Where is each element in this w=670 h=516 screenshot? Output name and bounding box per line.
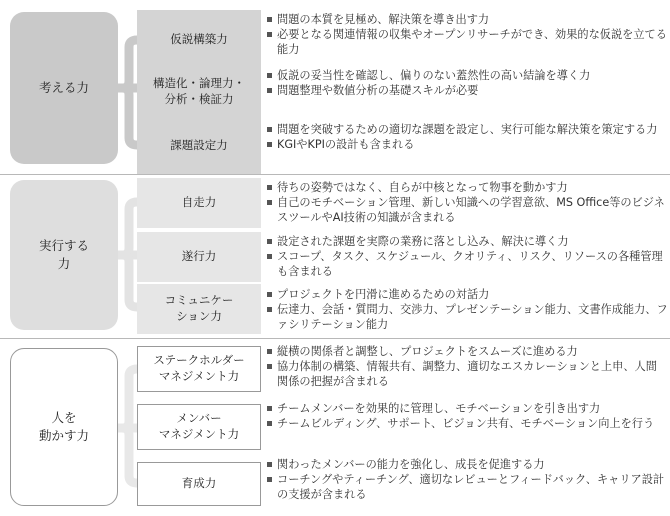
skill-development: 育成力	[137, 462, 261, 506]
bullet-item: 伝達力、会話・質問力、交渉力、プレゼンテーション能力、文書作成能力、ファシリテーション能力	[266, 302, 668, 332]
section-separator	[0, 174, 670, 175]
skill-communication-description	[266, 287, 668, 332]
skill-execution-description	[266, 234, 668, 279]
bullet-item: チームビルディング、サポート、ビジョン共有、モチベーション向上を行う	[266, 416, 668, 431]
category-move-people: 人を 動かす力	[10, 348, 118, 506]
skill-hypothesis-description	[266, 12, 668, 57]
skill-execution: 遂行力	[137, 232, 261, 282]
skill-structuring-description	[266, 68, 668, 98]
bullet-item: 自己のモチベーション管理、新しい知識への学習意欲、MS Office等のビジネスツールやAI技術の知識が含まれる	[266, 195, 668, 225]
bullet-item: 問題の本質を見極め、解決策を導き出す力	[266, 12, 668, 27]
bullet-item: 待ちの姿勢ではなく、自らが中核となって物事を動かす力	[266, 180, 668, 195]
bullet-item: コーチングやティーチング、適切なレビューとフィードバック、キャリア設計の支援が含まれる	[266, 472, 668, 502]
bullet-item: 仮説の妥当性を確認し、偏りのない蓋然性の高い結論を導く力	[266, 68, 668, 83]
skill-self-driven-description	[266, 180, 668, 225]
bullet-item: 設定された課題を実際の業務に落とし込み、解決に導く力	[266, 234, 668, 249]
category-think: 考える力	[10, 12, 118, 164]
bullet-item: 問題整理や数値分析の基礎スキルが必要	[266, 83, 668, 98]
bullet-item: 問題を突破するための適切な課題を設定し、実行可能な解決策を策定する力	[266, 122, 668, 137]
skill-stakeholder-management-description	[266, 344, 668, 389]
skill-issue-setting-description	[266, 122, 668, 152]
skill-member-management: メンバー マネジメント力	[137, 404, 261, 450]
bullet-item: スコープ、タスク、スケジュール、クオリティ、リスク、リソースの各種管理も含まれる	[266, 249, 668, 279]
skill-member-management-description	[266, 401, 668, 431]
bullet-item: チームメンバーを効果的に管理し、モチベーションを引き出す力	[266, 401, 668, 416]
category-execute: 実行する 力	[10, 180, 118, 330]
bullet-item: 協力体制の構築、情報共有、調整力、適切なエスカレーションと上申、人間関係の把握が含まれる	[266, 359, 668, 389]
skill-stakeholder-management: ステークホルダー マネジメント力	[137, 346, 261, 392]
skill-development-description	[266, 457, 668, 502]
skill-structuring: 構造化・論理力・ 分析・検証力	[137, 66, 261, 118]
bullet-item: 必要となる関連情報の収集やオープンリサーチができ、効果的な仮説を立てる能力	[266, 27, 668, 57]
skill-hypothesis: 仮説構築力	[137, 10, 261, 70]
skill-communication: コミュニケー ション力	[137, 284, 261, 334]
section-separator	[0, 338, 670, 339]
bullet-item: プロジェクトを円滑に進めるための対話力	[266, 287, 668, 302]
skill-self-driven: 自走力	[137, 178, 261, 228]
bullet-item: KGIやKPIの設計も含まれる	[266, 137, 668, 152]
skill-issue-setting: 課題設定力	[137, 118, 261, 174]
bullet-item: 関わったメンバーの能力を強化し、成長を促進する力	[266, 457, 668, 472]
bullet-item: 縦横の関係者と調整し、プロジェクトをスムーズに進める力	[266, 344, 668, 359]
